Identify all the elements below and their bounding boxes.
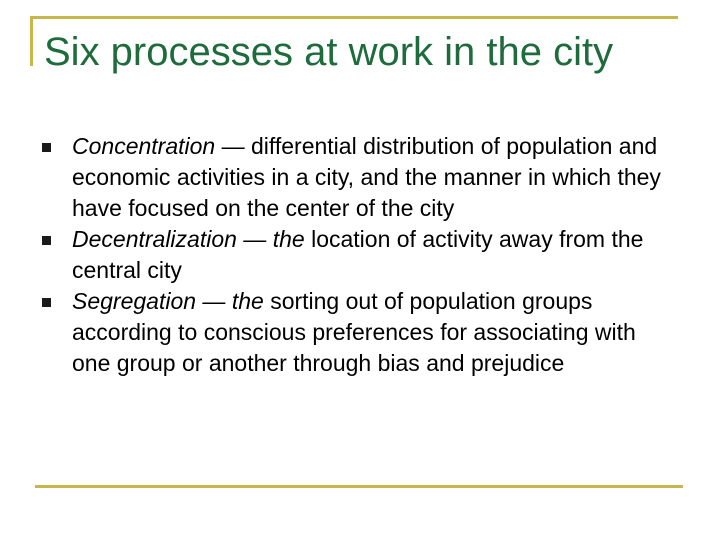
square-bullet-icon — [42, 298, 51, 307]
bullet-term: Decentralization — the — [72, 226, 305, 252]
bullet-text: location of activity away from the central city — [72, 226, 644, 283]
footer-rule — [35, 485, 683, 488]
title-frame-left-rule — [30, 16, 33, 66]
bullet-text: sorting out of population groups according to conscious preferences for associating with one group or another through bias and prejudice — [72, 288, 636, 376]
bullet-connector: — — [215, 133, 251, 159]
square-bullet-icon — [42, 236, 51, 245]
bullet-text: differential distribution of population and economic activities in a city, and the manner in which they have focused on the center of the city — [72, 133, 661, 221]
bullet-term: Concentration — [72, 133, 216, 159]
square-bullet-icon — [42, 143, 51, 152]
slide-title: Six processes at work in the city — [44, 30, 614, 74]
bullet-term: Segregation — the — [72, 288, 264, 314]
bullet-list — [38, 131, 668, 379]
bullet-segregation — [38, 286, 668, 379]
title-frame-top-rule — [30, 16, 678, 19]
bullet-concentration — [38, 131, 668, 224]
bullet-decentralization — [38, 224, 668, 286]
